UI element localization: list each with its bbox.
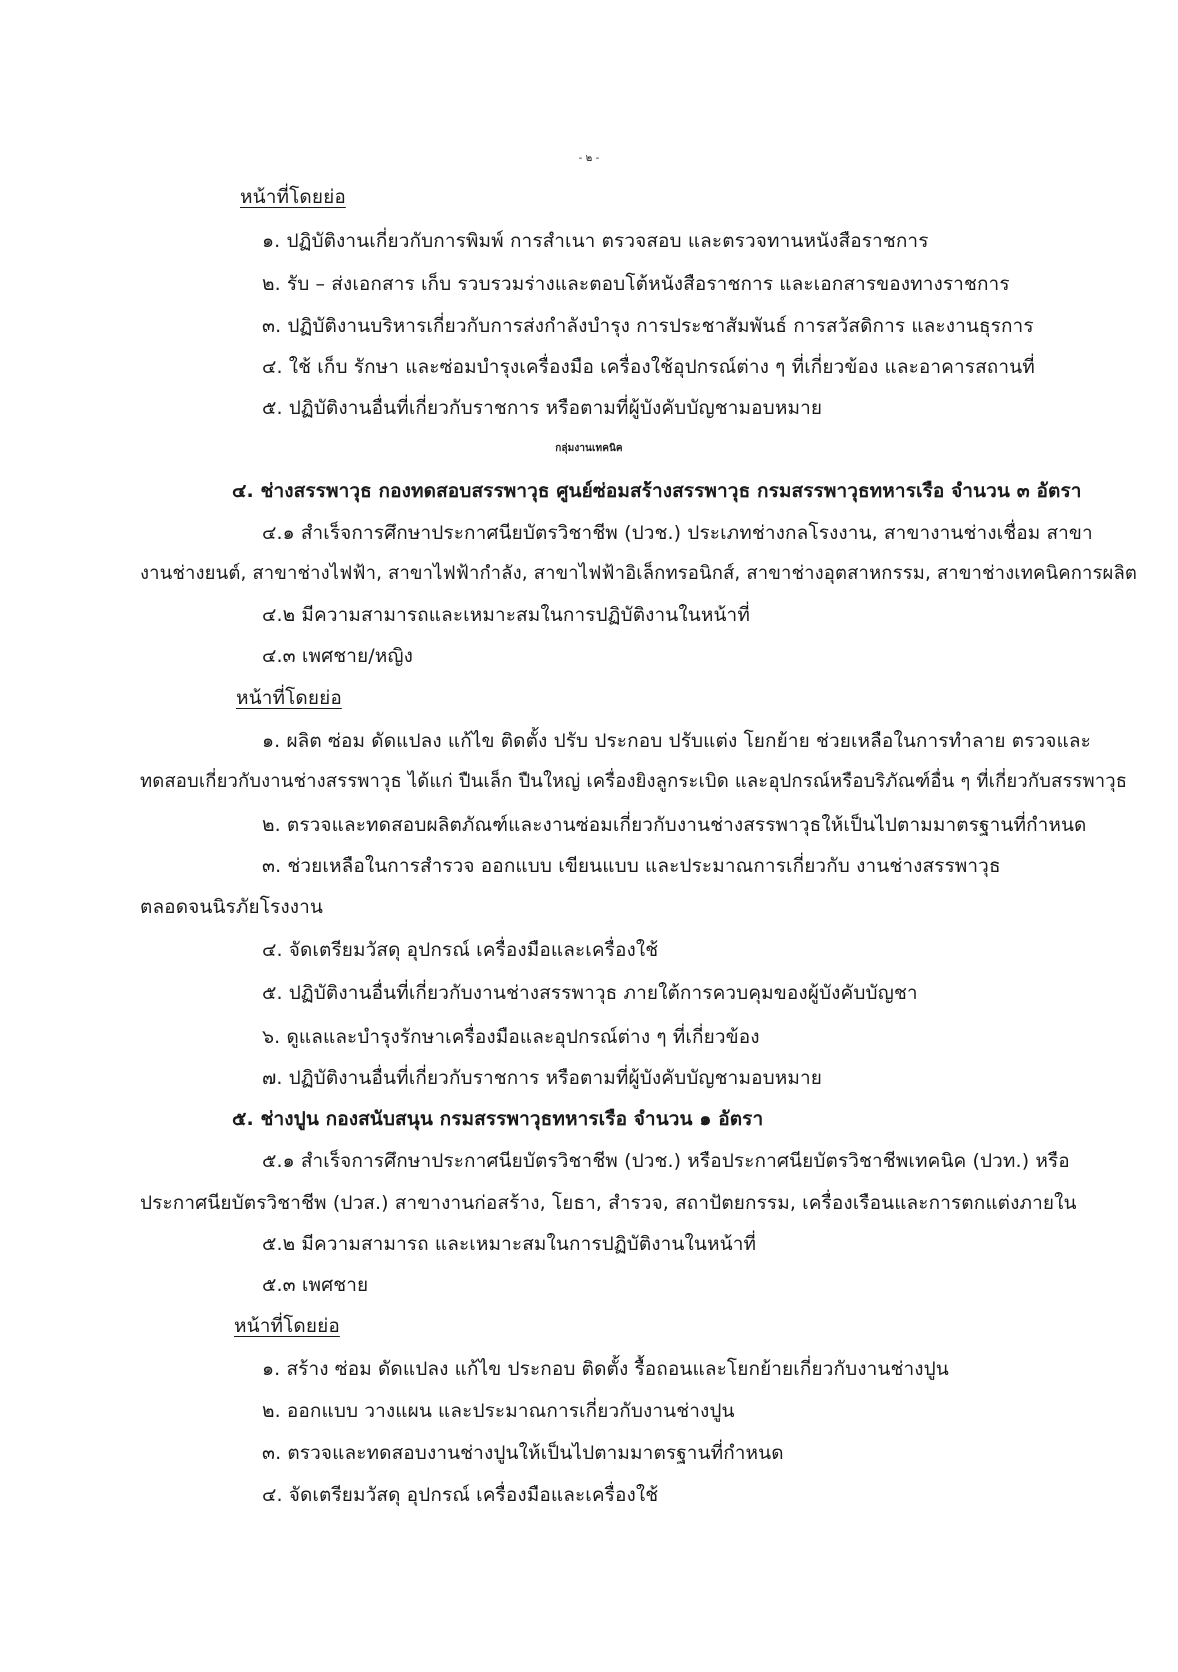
section4-duties-heading: หน้าที่โดยย่อ (236, 687, 342, 709)
group-title: กลุ่มงานเทคนิค (555, 443, 623, 454)
section4-duty-2: ๒. ตรวจและทดสอบผลิตภัณฑ์และงานซ่อมเกี่ยวกับงานช่างสรรพาวุธให้เป็นไปตามมาตรฐานที่กำหนด (262, 814, 1087, 836)
section4-duty-3a: ๓. ช่วยเหลือในการสำรวจ ออกแบบ เขียนแบบ และประมาณการเกี่ยวกับ งานช่างสรรพาวุธ (262, 855, 1001, 877)
section4-duty-1a: ๑. ผลิต ซ่อม ดัดแปลง แก้ไข ติดตั้ง ปรับ ประกอบ ปรับแต่ง โยกย้าย ช่วยเหลือในการทำลาย ตรวจและ (262, 730, 1091, 752)
section5-qualification-1b: ประกาศนียบัตรวิชาชีพ (ปวส.) สาขางานก่อสร้าง, โยธา, สำรวจ, สถาปัตยกรรม, เครื่องเรือนและการตกแต่งภายใน (140, 1192, 1077, 1214)
section4-duty-4: ๔. จัดเตรียมวัสดุ อุปกรณ์ เครื่องมือและเครื่องใช้ (262, 939, 659, 961)
section4-title: ๔. ช่างสรรพาวุธ กองทดสอบสรรพาวุธ ศูนย์ซ่อมสร้างสรรพาวุธ กรมสรรพาวุธทหารเรือ จำนวน ๓ อัตรา (232, 480, 1082, 502)
section5-duties-heading: หน้าที่โดยย่อ (234, 1315, 340, 1337)
section4-qualification-1b: งานช่างยนต์, สาขาช่างไฟฟ้า, สาขาไฟฟ้ากำลัง, สาขาไฟฟ้าอิเล็กทรอนิกส์, สาขาช่างอุตสาหกรรม, สาขาช่างเทคนิคการผลิต (140, 563, 1138, 584)
section3-duty-1: ๑. ปฏิบัติงานเกี่ยวกับการพิมพ์ การสำเนา ตรวจสอบ และตรวจทานหนังสือราชการ (262, 230, 929, 252)
section4-qualification-1a: ๔.๑ สำเร็จการศึกษาประกาศนียบัตรวิชาชีพ (ปวช.) ประเภทช่างกลโรงงาน, สาขางานช่างเชื่อม สาขา (262, 522, 1093, 544)
section5-qualification-1a: ๕.๑ สำเร็จการศึกษาประกาศนียบัตรวิชาชีพ (ปวช.) หรือประกาศนียบัตรวิชาชีพเทคนิค (ปวท.) หรือ (262, 1150, 1070, 1172)
section4-duty-5: ๕. ปฏิบัติงานอื่นที่เกี่ยวกับงานช่างสรรพาวุธ ภายใต้การควบคุมของผู้บังคับบัญชา (262, 982, 918, 1004)
section4-qualification-3: ๔.๓ เพศชาย/หญิง (262, 645, 414, 667)
section5-title: ๕. ช่างปูน กองสนับสนุน กรมสรรพาวุธทหารเรือ จำนวน ๑ อัตรา (232, 1108, 764, 1130)
section5-qualification-3: ๕.๓ เพศชาย (262, 1274, 369, 1296)
section5-duty-3: ๓. ตรวจและทดสอบงานช่างปูนให้เป็นไปตามมาตรฐานที่กำหนด (262, 1442, 784, 1464)
section3-duty-3: ๓. ปฏิบัติงานบริหารเกี่ยวกับการส่งกำลังบำรุง การประชาสัมพันธ์ การสวัสดิการ และงานธุรการ (262, 315, 1034, 337)
section5-duty-1: ๑. สร้าง ซ่อม ดัดแปลง แก้ไข ประกอบ ติดตั้ง รื้อถอนและโยกย้ายเกี่ยวกับงานช่างปูน (262, 1358, 949, 1380)
page-number: - ๒ - (578, 153, 600, 164)
section5-duty-4: ๔. จัดเตรียมวัสดุ อุปกรณ์ เครื่องมือและเครื่องใช้ (262, 1484, 659, 1506)
section4-duty-3b: ตลอดจนนิรภัยโรงงาน (140, 896, 323, 918)
section5-qualification-2: ๕.๒ มีความสามารถ และเหมาะสมในการปฏิบัติงานในหน้าที่ (262, 1233, 757, 1255)
section4-duty-6: ๖. ดูแลและบำรุงรักษาเครื่องมือและอุปกรณ์ต่าง ๆ ที่เกี่ยวข้อง (262, 1026, 760, 1048)
section5-duty-2: ๒. ออกแบบ วางแผน และประมาณการเกี่ยวกับงานช่างปูน (262, 1400, 735, 1422)
section4-duty-7: ๗. ปฏิบัติงานอื่นที่เกี่ยวกับราชการ หรือตามที่ผู้บังคับบัญชามอบหมาย (262, 1067, 822, 1089)
section3-duty-2: ๒. รับ – ส่งเอกสาร เก็บ รวบรวมร่างและตอบโต้หนังสือราชการ และเอกสารของทางราชการ (262, 273, 1010, 295)
section3-duty-5: ๕. ปฏิบัติงานอื่นที่เกี่ยวกับราชการ หรือตามที่ผู้บังคับบัญชามอบหมาย (262, 397, 823, 419)
section4-qualification-2: ๔.๒ มีความสามารถและเหมาะสมในการปฏิบัติงานในหน้าที่ (262, 604, 750, 626)
section3-duty-4: ๔. ใช้ เก็บ รักษา และซ่อมบำรุงเครื่องมือ เครื่องใช้อุปกรณ์ต่าง ๆ ที่เกี่ยวข้อง และอาคารสถานที่ (262, 356, 1035, 378)
section4-duty-1b: ทดสอบเกี่ยวกับงานช่างสรรพาวุธ ได้แก่ ปืนเล็ก ปืนใหญ่ เครื่องยิงลูกระเบิด และอุปกรณ์หรือบริภัณฑ์อื่น ๆ ที่เกี่ยวกับสรรพาวุธ (140, 771, 1128, 792)
duties-heading: หน้าที่โดยย่อ (240, 186, 346, 208)
